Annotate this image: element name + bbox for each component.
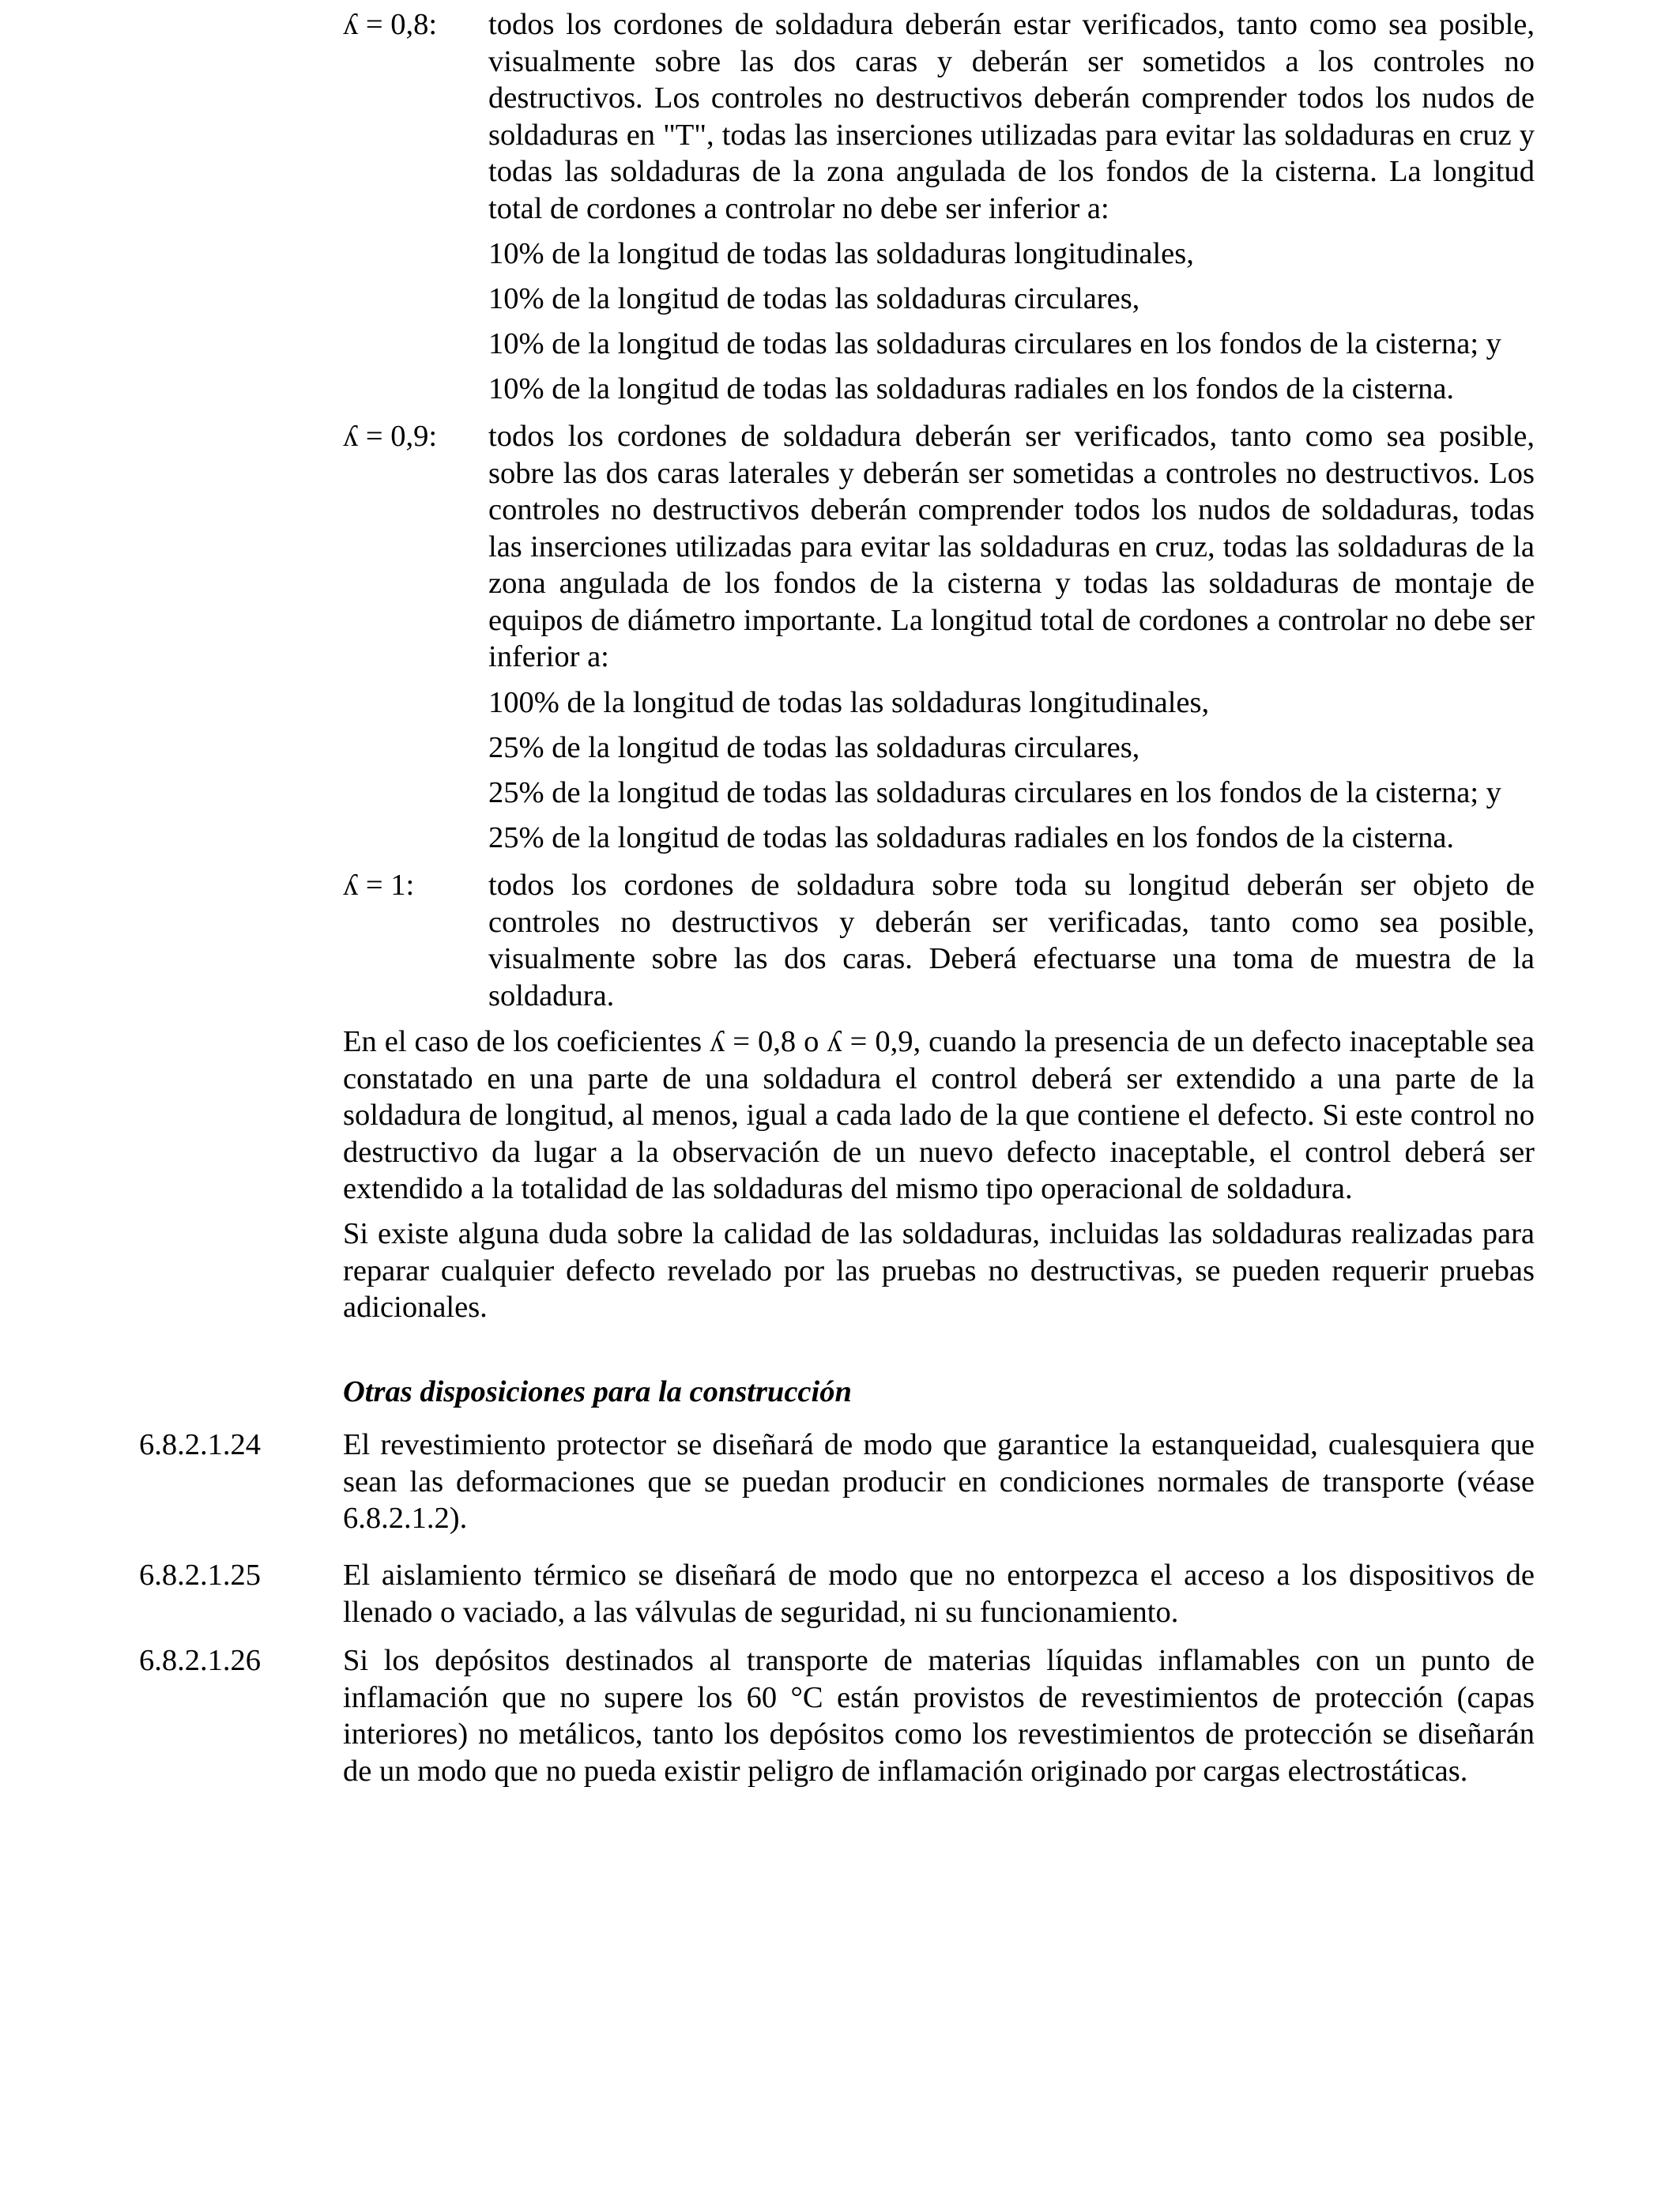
coefficient-label: ʎ = 0,8: — [343, 8, 438, 41]
section-heading: Otras disposiciones para la construcción — [343, 1375, 852, 1408]
doubt-paragraph: Si existe alguna duda sobre la calidad de las soldaduras, incluidas las soldaduras realizadas para reparar cualquier defecto revelado por las pruebas no destructivas, se pueden requerir pruebas adicionales. — [343, 1217, 1535, 1324]
percentage-item: 25% de la longitud de todas las soldaduras circulares en los fondos de la cisterna; y — [488, 776, 1501, 809]
percentage-item: 10% de la longitud de todas las soldaduras circulares en los fondos de la cisterna; y — [488, 327, 1501, 360]
percentage-item: 10% de la longitud de todas las soldaduras longitudinales, — [488, 237, 1194, 270]
percentage-item: 100% de la longitud de todas las soldaduras longitudinales, — [488, 686, 1210, 719]
percentage-item: 10% de la longitud de todas las soldaduras circulares, — [488, 282, 1140, 315]
section-number: 6.8.2.1.25 — [139, 1559, 261, 1592]
percentage-item: 25% de la longitud de todas las soldaduras circulares, — [488, 731, 1140, 764]
section-text: El revestimiento protector se diseñará de modo que garantice la estanqueidad, cualesquiera que sean las deformaciones que se puedan producir en condiciones normales de transporte (véase 6.8.2.1.2). — [343, 1428, 1535, 1535]
coefficient-description: todos los cordones de soldadura deberán estar verificados, tanto como sea posible, visualmente sobre las dos caras y deberán ser sometidos a los controles no destructivos. Los controles no destructivos deberán comprender todos los nudos de soldaduras en "T", todas las inserciones utilizadas para evitar las soldaduras en cruz y todas las soldaduras de la zona angulada de los fondos de la cisterna. La longitud total de cordones a controlar no debe ser inferior a: — [488, 8, 1535, 225]
section-text: Si los depósitos destinados al transporte de materias líquidas inflamables con un punto de inflamación que no supere los 60 °C están provistos de revestimientos de protección (capas interiores) no metálicos, tanto los depósitos como los revestimientos de protección se diseñarán de un modo que no pueda existir peligro de inflamación originado por cargas electrostáticas. — [343, 1644, 1535, 1788]
coefficient-description: todos los cordones de soldadura deberán ser verificados, tanto como sea posible, sobre las dos caras laterales y deberán ser sometidas a controles no destructivos. Los controles no destructivos deberán comprender todos los nudos de soldaduras, todas las inserciones utilizadas para evitar las soldaduras en cruz, todas las soldaduras de la zona angulada de los fondos de la cisterna y todas las soldaduras de montaje de equipos de diámetro importante. La longitud total de cordones a controlar no debe ser inferior a: — [488, 420, 1535, 673]
percentage-item: 25% de la longitud de todas las soldaduras radiales en los fondos de la cisterna. — [488, 821, 1455, 854]
coefficient-label: ʎ = 1: — [343, 869, 415, 902]
coefficient-description: todos los cordones de soldadura sobre toda su longitud deberán ser objeto de controles no destructivos y deberán ser verificadas, tanto como sea posible, visualmente sobre las dos caras. Deberá efectuarse una toma de muestra de la soldadura. — [488, 869, 1535, 1012]
percentage-item: 10% de la longitud de todas las soldaduras radiales en los fondos de la cisterna. — [488, 372, 1455, 405]
section-text: El aislamiento térmico se diseñará de modo que no entorpezca el acceso a los dispositivos de llenado o vaciado, a las válvulas de seguridad, ni su funcionamiento. — [343, 1559, 1535, 1629]
coefficient-label: ʎ = 0,9: — [343, 420, 438, 453]
defect-paragraph: En el caso de los coeficientes ʎ = 0,8 o ʎ = 0,9, cuando la presencia de un defecto inaceptable sea constatado en una parte de una soldadura el control deberá ser extendido a una parte de la soldadura de longitud, al menos, igual a cada lado de la que contiene el defecto. Si este control no destructivo da lugar a la observación de un nuevo defecto inaceptable, el control deberá ser extendido a la totalidad de las soldaduras del mismo tipo operacional de soldadura. — [343, 1025, 1535, 1205]
section-number: 6.8.2.1.26 — [139, 1644, 261, 1677]
section-number: 6.8.2.1.24 — [139, 1428, 261, 1461]
